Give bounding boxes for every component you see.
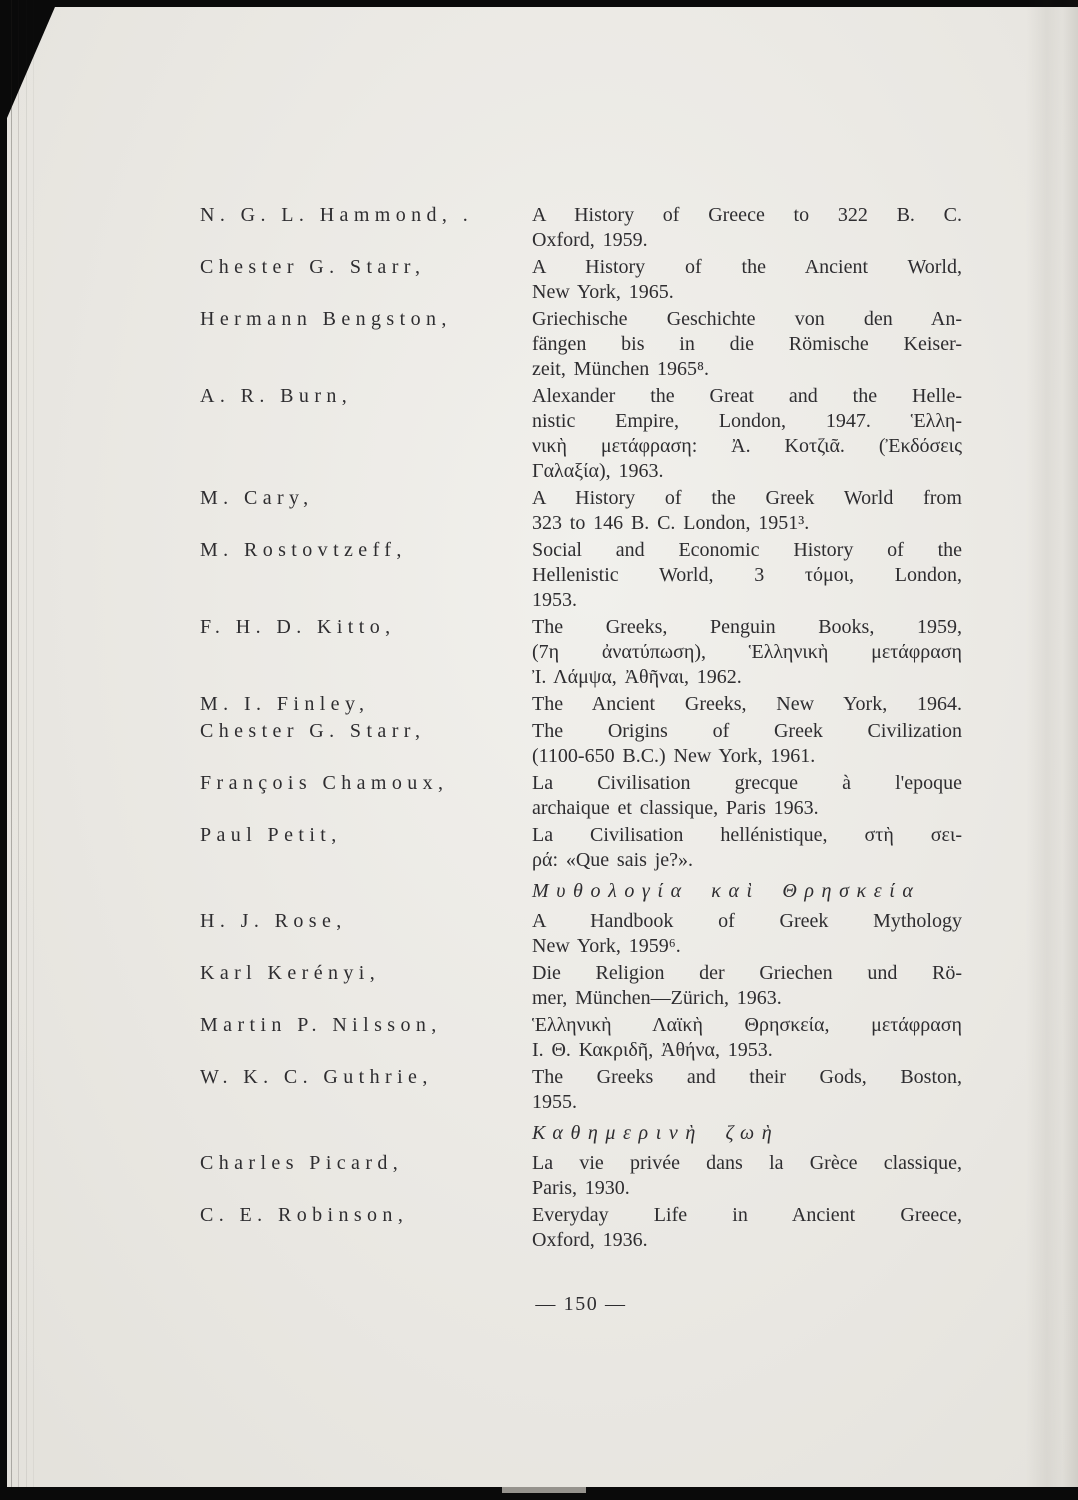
title-line: Griechische Geschichte von den An- bbox=[532, 308, 962, 330]
title-cell bbox=[532, 1203, 962, 1253]
scan-top-edge bbox=[0, 0, 1078, 7]
title-cell bbox=[532, 203, 962, 253]
author-name: Chester G. Starr, bbox=[200, 256, 426, 278]
title-line: A History of the Ancient World, bbox=[532, 256, 962, 278]
title-cell bbox=[532, 909, 962, 959]
bibliography-entry bbox=[200, 203, 962, 253]
author-name: W. K. C. Guthrie, bbox=[200, 1066, 433, 1088]
author-name: Karl Kerényi, bbox=[200, 962, 381, 984]
bibliography-entry bbox=[200, 307, 962, 382]
bibliography-entry bbox=[200, 1203, 962, 1253]
author-name: C. E. Robinson, bbox=[200, 1204, 409, 1226]
bibliography-entry bbox=[200, 771, 962, 821]
page-number: — 150 — bbox=[535, 1293, 627, 1315]
bibliography-entry bbox=[200, 961, 962, 1011]
title-line: Ι. Θ. Κακριδῆ, Ἀθήνα, 1953. bbox=[532, 1039, 773, 1061]
title-cell bbox=[532, 1117, 962, 1149]
page-stack-edge-line bbox=[11, 0, 12, 1500]
title-line: The Ancient Greeks, New York, 1964. bbox=[532, 693, 962, 715]
title-cell bbox=[532, 823, 962, 873]
author-name: M. I. Finley, bbox=[200, 693, 370, 715]
scan-bottom-edge bbox=[0, 1487, 1078, 1500]
title-cell bbox=[532, 771, 962, 821]
title-line: La vie privée dans la Grèce classique, bbox=[532, 1152, 962, 1174]
title-cell bbox=[532, 719, 962, 769]
bibliography-entry bbox=[200, 615, 962, 690]
title-line: (7η ἀνατύπωση), Ἑλληνικὴ μετάφραση bbox=[532, 641, 962, 663]
title-cell bbox=[532, 538, 962, 613]
scan-corner-shadow bbox=[0, 0, 62, 118]
title-cell bbox=[532, 961, 962, 1011]
title-line: Die Religion der Griechen und Rö- bbox=[532, 962, 962, 984]
title-line: The Greeks, Penguin Books, 1959, bbox=[532, 616, 962, 638]
title-line: Social and Economic History of the bbox=[532, 539, 962, 561]
title-cell bbox=[532, 307, 962, 382]
title-cell bbox=[532, 692, 962, 717]
author-name: Martin P. Nilsson, bbox=[200, 1014, 442, 1036]
bibliography-entry bbox=[200, 1013, 962, 1063]
author-name: A. R. Burn, bbox=[200, 385, 353, 407]
bibliography-entry bbox=[200, 719, 962, 769]
title-line: 323 to 146 B. C. London, 1951³. bbox=[532, 512, 810, 534]
title-cell bbox=[532, 255, 962, 305]
title-line: Everyday Life in Ancient Greece, bbox=[532, 1204, 962, 1226]
bibliography-entry bbox=[200, 1151, 962, 1201]
title-line: Γαλαξία), 1963. bbox=[532, 460, 664, 482]
title-line: 1955. bbox=[532, 1091, 577, 1113]
title-cell bbox=[532, 615, 962, 690]
title-line: 1953. bbox=[532, 589, 577, 611]
page-stack-edge-line bbox=[33, 0, 34, 1500]
page-stack-edge-line bbox=[18, 0, 19, 1500]
section-heading: Καθημερινὴ ζωὴ bbox=[532, 1122, 780, 1144]
title-line: Oxford, 1936. bbox=[532, 1229, 648, 1251]
bibliography-page bbox=[200, 203, 962, 1316]
title-line: zeit, München 1965⁸. bbox=[532, 358, 709, 380]
title-cell bbox=[532, 1151, 962, 1201]
title-line: The Origins of Greek Civilization bbox=[532, 720, 962, 742]
title-line: Hellenistic World, 3 τόμοι, London, bbox=[532, 564, 962, 586]
title-line: ρά: «Que sais je?». bbox=[532, 849, 694, 871]
title-line: New York, 1965. bbox=[532, 281, 674, 303]
title-line: Alexander the Great and the Helle- bbox=[532, 385, 962, 407]
title-line: archaique et classique, Paris 1963. bbox=[532, 797, 819, 819]
page-stack-edge-line bbox=[26, 0, 27, 1500]
title-line: The Greeks and their Gods, Boston, bbox=[532, 1066, 962, 1088]
title-line: νικὴ μετάφραση: Ἀ. Κοτζιᾶ. (Ἐκδόσεις bbox=[532, 435, 962, 457]
author-name: N. G. L. Hammond, . bbox=[200, 204, 474, 226]
title-cell bbox=[532, 384, 962, 484]
title-line: New York, 1959⁶. bbox=[532, 935, 681, 957]
section-heading-row bbox=[200, 875, 962, 907]
title-line: Ἑλληνικὴ Λαϊκὴ Θρησκεία, μετάφραση bbox=[532, 1014, 962, 1036]
section-heading: Μυθολογία καὶ Θρησκεία bbox=[532, 880, 921, 902]
bibliography-entry bbox=[200, 384, 962, 484]
bibliography-entry bbox=[200, 255, 962, 305]
title-cell bbox=[532, 486, 962, 536]
author-name: Chester G. Starr, bbox=[200, 720, 426, 742]
author-name: Charles Picard, bbox=[200, 1152, 404, 1174]
title-line: A History of Greece to 322 B. C. bbox=[532, 204, 962, 226]
author-name: Paul Petit, bbox=[200, 824, 342, 846]
scan-left-edge bbox=[0, 0, 7, 1500]
title-line: A Handbook of Greek Mythology bbox=[532, 910, 962, 932]
title-line: Oxford, 1959. bbox=[532, 229, 648, 251]
title-line: nistic Empire, London, 1947. Ἑλλη- bbox=[532, 410, 962, 432]
title-cell bbox=[532, 1065, 962, 1115]
title-cell bbox=[532, 1013, 962, 1063]
bibliography-entry bbox=[200, 823, 962, 873]
bibliography-entry bbox=[200, 538, 962, 613]
bibliography-entry bbox=[200, 909, 962, 959]
author-name: Hermann Bengston, bbox=[200, 308, 452, 330]
title-line: Ἰ. Λάμψα, Ἀθῆναι, 1962. bbox=[532, 666, 742, 688]
bibliography-entry bbox=[200, 1065, 962, 1115]
bibliography-entry bbox=[200, 692, 962, 717]
author-name: H. J. Rose, bbox=[200, 910, 347, 932]
author-name: F. H. D. Kitto, bbox=[200, 616, 396, 638]
author-name: François Chamoux, bbox=[200, 772, 449, 794]
title-line: fängen bis in die Römische Keiser- bbox=[532, 333, 962, 355]
title-line: La Civilisation grecque à l'epoque bbox=[532, 772, 962, 794]
title-line: Paris, 1930. bbox=[532, 1177, 630, 1199]
bibliography-entry bbox=[200, 486, 962, 536]
bibliography-list bbox=[200, 203, 962, 1253]
title-line: La Civilisation hellénistique, στὴ σει- bbox=[532, 824, 962, 846]
title-line: A History of the Greek World from bbox=[532, 487, 962, 509]
page-edge-shadow bbox=[1026, 0, 1078, 1500]
section-heading-row bbox=[200, 1117, 962, 1149]
author-name: M. Rostovtzeff, bbox=[200, 539, 407, 561]
title-cell bbox=[532, 875, 962, 907]
title-line: mer, München—Zürich, 1963. bbox=[532, 987, 782, 1009]
scan-bottom-notch bbox=[502, 1487, 586, 1493]
author-name: M. Cary, bbox=[200, 487, 314, 509]
title-line: (1100-650 B.C.) New York, 1961. bbox=[532, 745, 816, 767]
